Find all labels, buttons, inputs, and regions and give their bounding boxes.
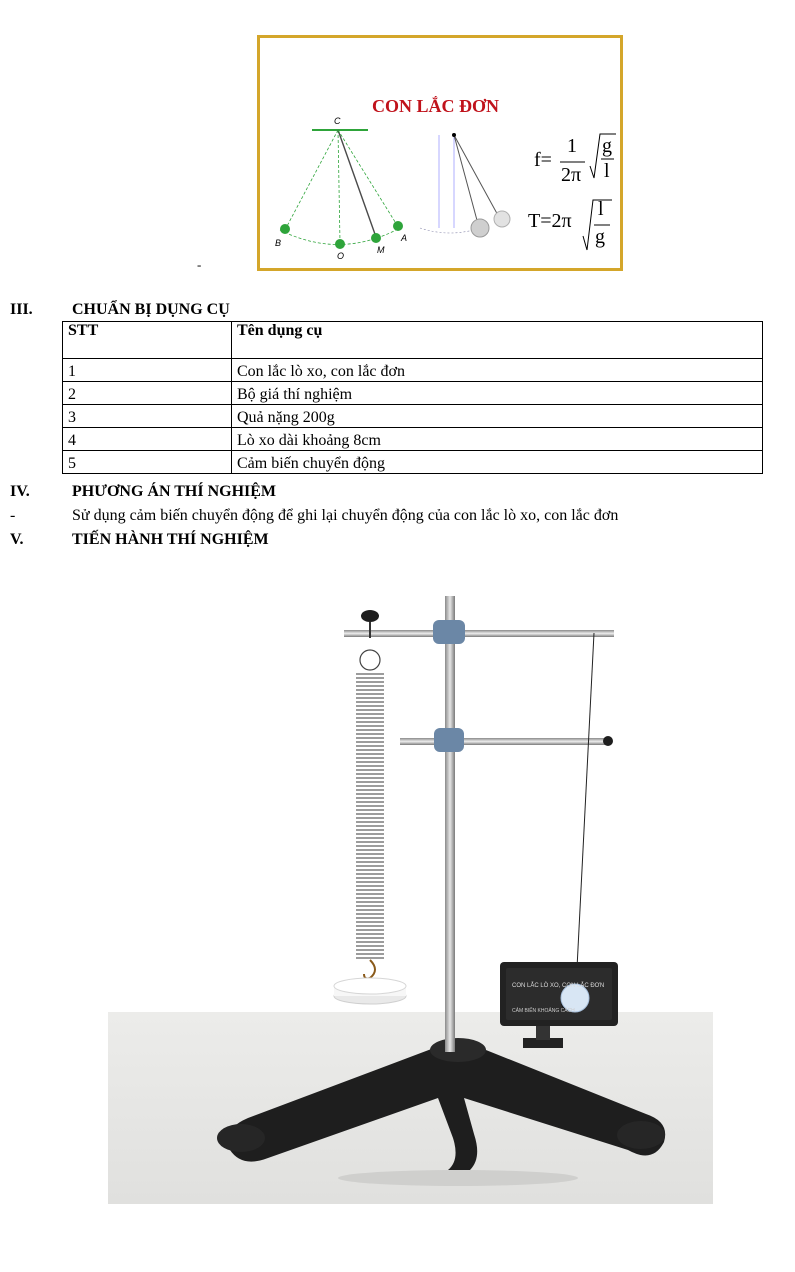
tools-table xyxy=(62,321,763,474)
table-header-row xyxy=(63,322,763,359)
formula-f-rad-num: g xyxy=(602,135,612,157)
cell-stt: 2 xyxy=(63,382,232,405)
apparatus-photo xyxy=(108,578,713,1204)
cell-tool: Lò xo dài khoảng 8cm xyxy=(232,428,763,451)
formula-f-num: 1 xyxy=(567,135,577,157)
figure-dash: - xyxy=(197,257,202,272)
sensor-sublabel: CẢM BIẾN KHOẢNG CÁCH xyxy=(512,1008,575,1014)
formula-f-rad-den: l xyxy=(604,160,610,182)
formula-t-rad-num: l xyxy=(598,198,604,220)
cell-stt: 4 xyxy=(63,428,232,451)
label-b: B xyxy=(275,238,282,248)
table-row xyxy=(63,405,763,428)
header-tool-name: Tên dụng cụ xyxy=(232,322,763,359)
formula-t-lhs: T=2π xyxy=(528,210,572,232)
formula-f-den: 2π xyxy=(561,164,582,186)
apparatus-image xyxy=(108,578,713,1204)
label-o: O xyxy=(337,251,345,261)
section4-text: Sử dụng cảm biến chuyển động để ghi lại chuyển động của con lắc lò xo, con lắc đơn xyxy=(72,507,619,524)
table-row xyxy=(63,382,763,405)
pendulum-figure xyxy=(257,35,623,271)
section4-number: IV. xyxy=(10,483,30,500)
section5-number: V. xyxy=(10,531,24,548)
cell-stt: 1 xyxy=(63,359,232,382)
section3-number: III. xyxy=(10,301,33,318)
table-row xyxy=(63,451,763,474)
section4-title: PHƯƠNG ÁN THÍ NGHIỆM xyxy=(72,483,277,500)
cell-tool: Quả nặng 200g xyxy=(232,405,763,428)
sensor-label: CON LẮC LÒ XO, CON LẮC ĐƠN xyxy=(512,983,605,989)
cell-tool: Con lắc lò xo, con lắc đơn xyxy=(232,359,763,382)
label-c: C xyxy=(334,116,341,126)
section4-bullet: - xyxy=(10,507,16,524)
table-row xyxy=(63,359,763,382)
figure-title: CON LẮC ĐƠN xyxy=(372,96,500,116)
cell-stt: 5 xyxy=(63,451,232,474)
cell-tool: Cảm biến chuyển động xyxy=(232,451,763,474)
cell-tool: Bộ giá thí nghiệm xyxy=(232,382,763,405)
label-m: M xyxy=(377,245,385,255)
cell-stt: 3 xyxy=(63,405,232,428)
header-stt: STT xyxy=(63,322,232,359)
label-a: A xyxy=(401,233,408,243)
table-row xyxy=(63,428,763,451)
section3-title: CHUẨN BỊ DỤNG CỤ xyxy=(72,301,230,318)
formula-f-lhs: f= xyxy=(534,149,552,171)
section5-title: TIẾN HÀNH THÍ NGHIỆM xyxy=(72,531,269,548)
pendulum-illustration xyxy=(260,38,620,268)
formula-t-rad-den: g xyxy=(595,226,605,248)
